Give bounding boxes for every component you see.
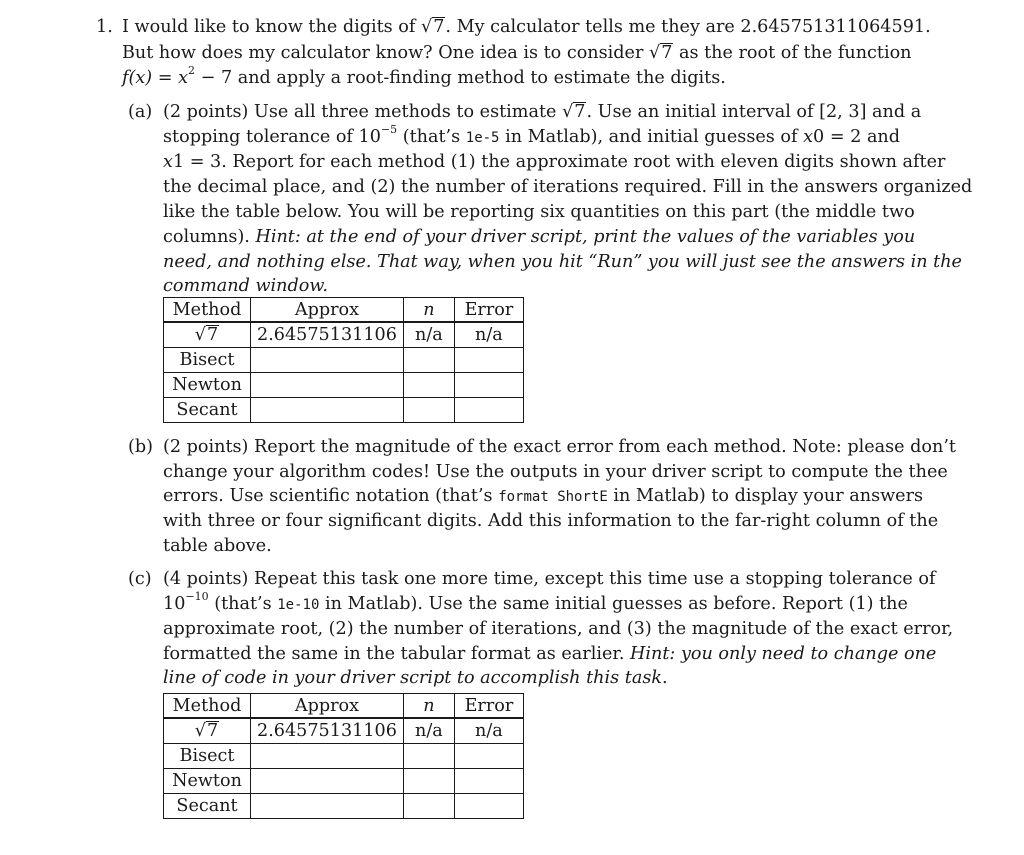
text: (that’s	[208, 594, 278, 614]
text: as the root of the function	[673, 43, 912, 63]
method-cell: Newton	[164, 373, 251, 398]
table-row	[164, 718, 524, 744]
error-cell	[454, 373, 523, 398]
table-row	[164, 794, 524, 819]
exponent: 2	[188, 64, 196, 78]
approx-cell: 2.64575131106	[251, 322, 404, 348]
text: errors. Use scientific notation (that’s	[163, 486, 499, 506]
approx-cell	[251, 348, 404, 373]
method-cell: Bisect	[164, 744, 251, 769]
radicand: 7	[574, 102, 586, 122]
error-cell	[454, 794, 523, 819]
part-b-line-4: with three or four significant digits. Add this information to the far-right column of the	[163, 511, 939, 531]
part-a-line-4: the decimal place, and (2) the number of iterations required. Fill in the answers organized	[163, 177, 973, 197]
variable: x	[163, 152, 173, 172]
table-row	[164, 348, 524, 373]
error-cell	[454, 769, 523, 794]
radicand: 7	[661, 43, 673, 63]
sqrt-symbol: √7	[194, 721, 219, 741]
results-table-a	[163, 297, 524, 423]
part-b-line-3	[163, 485, 923, 508]
error-cell: n/a	[454, 718, 523, 744]
method-cell: Bisect	[164, 348, 251, 373]
radicand: 7	[433, 17, 445, 37]
part-c-line-5: line of code in your driver script to accomplish this task.	[163, 668, 668, 688]
part-c-label: (c)	[128, 569, 152, 589]
n-cell	[403, 794, 454, 819]
text: 0 = 2 and	[813, 127, 901, 147]
problem-number: 1.	[96, 17, 113, 37]
error-cell	[454, 398, 523, 423]
sqrt-symbol: √7	[648, 43, 673, 63]
text: . Use an initial interval of [2, 3] and a	[586, 102, 922, 122]
code-snippet: 1e-5	[465, 130, 500, 146]
part-c-line-2	[163, 590, 908, 616]
sqrt-symbol: √7	[421, 17, 445, 37]
part-b-label: (b)	[128, 437, 153, 457]
part-c-line-1: (4 points) Repeat this task one more time, except this time use a stopping tolerance of	[163, 569, 936, 589]
approx-cell	[251, 769, 404, 794]
code-snippet: 1e-10	[277, 597, 320, 613]
part-a-label: (a)	[128, 102, 153, 122]
table-row	[164, 744, 524, 769]
header-method: Method	[164, 298, 251, 323]
table-header-row	[164, 694, 524, 719]
n-cell	[403, 398, 454, 423]
approx-cell: 2.64575131106	[251, 718, 404, 744]
approx-cell	[251, 794, 404, 819]
text: stopping tolerance of 10	[163, 127, 381, 147]
hint-text: Hint: at the end of your driver script, print the values of the variables you	[255, 227, 916, 247]
part-b-line-2: change your algorithm codes! Use the outputs in your driver script to compute the thee	[163, 462, 948, 482]
n-cell: n/a	[403, 322, 454, 348]
text: in Matlab), and initial guesses of	[499, 127, 804, 147]
part-a-line-5: like the table below. You will be reporting six quantities on this part (the middle two	[163, 202, 915, 222]
table-row	[164, 769, 524, 794]
text: in Matlab). Use the same initial guesses as before. Report (1) the	[319, 594, 908, 614]
text: But how does my calculator know? One idea is to consider	[122, 43, 649, 63]
text: formatted the same in the tabular format as earlier.	[163, 644, 631, 664]
text: in Matlab) to display your answers	[607, 486, 924, 506]
problem-intro-line-3	[122, 64, 726, 89]
text: columns).	[163, 227, 256, 247]
header-n: n	[403, 298, 454, 323]
method-cell: Secant	[164, 398, 251, 423]
header-n: n	[403, 694, 454, 719]
part-a-line-2	[163, 123, 901, 149]
method-cell	[164, 322, 251, 348]
table-header-row	[164, 298, 524, 323]
text: (x) = x	[128, 68, 189, 88]
n-cell: n/a	[403, 718, 454, 744]
part-b-line-5: table above.	[163, 536, 272, 556]
exponent: −10	[185, 590, 209, 604]
part-b-line-1: (2 points) Report the magnitude of the exact error from each method. Note: please don’t	[163, 437, 957, 457]
approx-cell	[251, 744, 404, 769]
text: . My calculator tells me they are 2.645751311064591.	[445, 17, 931, 37]
n-cell	[403, 769, 454, 794]
part-a-line-7: need, and nothing else. That way, when you hit “Run” you will just see the answers in the	[163, 252, 962, 272]
n-cell	[403, 373, 454, 398]
radicand: 7	[207, 325, 219, 345]
problem-intro-line-2	[122, 42, 912, 64]
part-c-line-3: approximate root, (2) the number of iterations, and (3) the magnitude of the exact error,	[163, 619, 954, 639]
part-a-line-6	[163, 226, 915, 248]
code-snippet: format ShortE	[498, 489, 608, 505]
text: (2 points) Use all three methods to estimate	[163, 102, 563, 122]
header-method: Method	[164, 694, 251, 719]
sqrt-symbol: √7	[194, 325, 219, 345]
results-table-c	[163, 693, 524, 819]
n-cell	[403, 348, 454, 373]
part-a-line-3	[163, 151, 945, 173]
variable: x	[803, 127, 814, 147]
approx-cell	[251, 373, 404, 398]
method-cell: Secant	[164, 794, 251, 819]
table-row	[164, 398, 524, 423]
header-approx: Approx	[251, 298, 404, 323]
error-cell	[454, 348, 523, 373]
method-cell: Newton	[164, 769, 251, 794]
header-approx: Approx	[251, 694, 404, 719]
header-error: Error	[454, 298, 523, 323]
part-c-line-4	[163, 643, 936, 665]
text: 10	[163, 594, 186, 614]
n-cell	[403, 744, 454, 769]
text: f	[122, 68, 129, 88]
text: I would like to know the digits of	[122, 17, 421, 37]
error-cell: n/a	[454, 322, 523, 348]
header-error: Error	[454, 694, 523, 719]
hint-text: Hint: you only need to change one	[630, 644, 937, 664]
text: (that’s	[397, 127, 466, 147]
problem-intro-line-1	[122, 16, 931, 38]
table-row	[164, 322, 524, 348]
error-cell	[454, 744, 523, 769]
sqrt-symbol: √7	[562, 102, 586, 122]
text: 1 = 3. Report for each method (1) the approximate root with eleven digits shown after	[172, 152, 946, 172]
text: − 7 and apply a root-finding method to estimate the digits.	[195, 68, 726, 88]
method-cell	[164, 718, 251, 744]
table-row	[164, 373, 524, 398]
part-a-line-8: command window.	[163, 276, 328, 296]
exponent: −5	[380, 123, 398, 137]
approx-cell	[251, 398, 404, 423]
part-a-line-1	[163, 101, 921, 123]
radicand: 7	[207, 721, 219, 741]
